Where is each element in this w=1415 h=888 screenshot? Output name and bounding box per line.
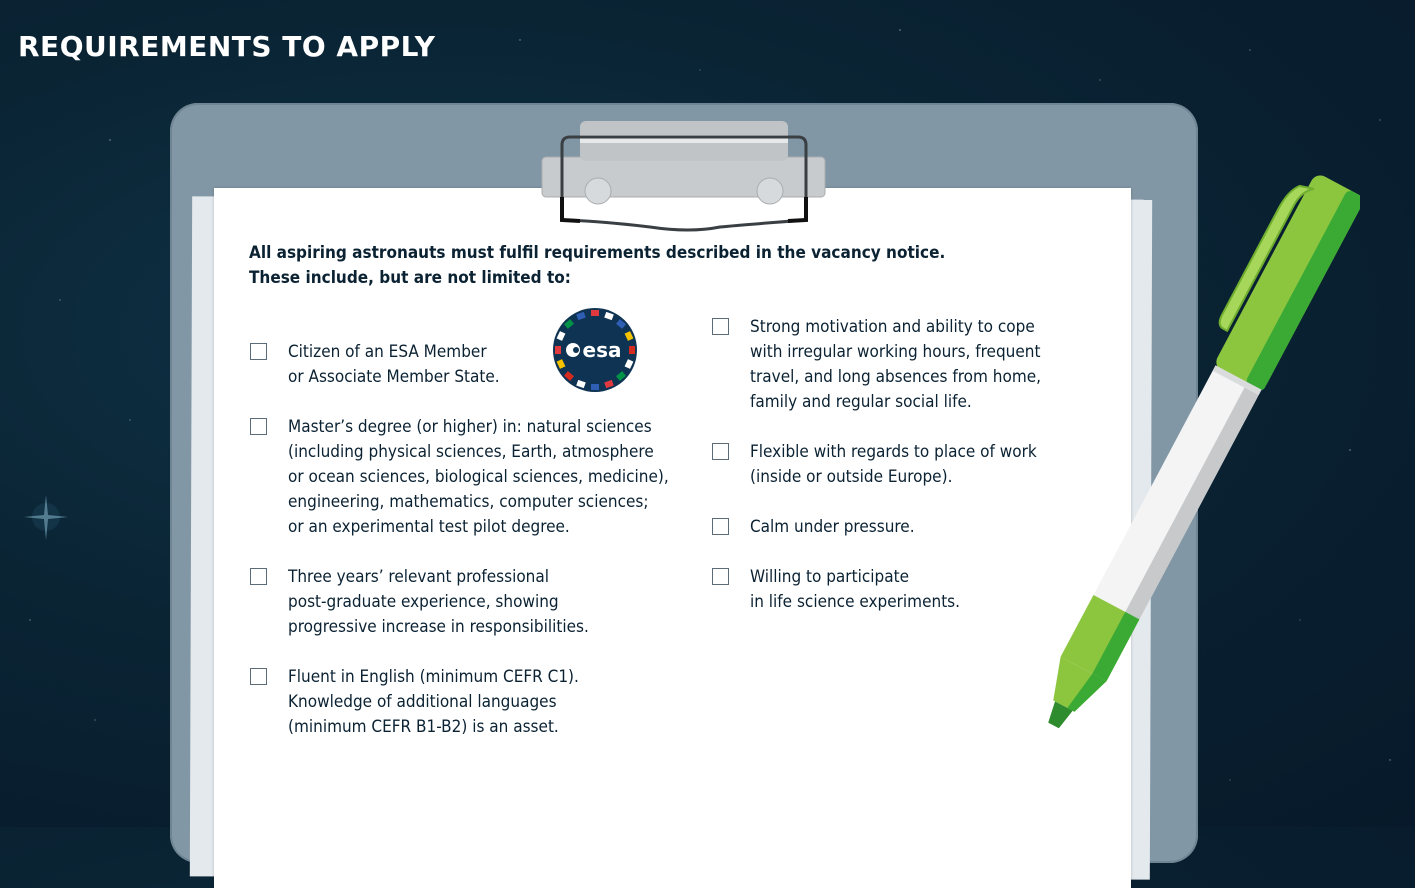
clipboard-clip-icon	[540, 115, 830, 235]
checkbox-citizenship[interactable]	[250, 343, 267, 360]
requirement-line: or ocean sciences, biological sciences, medicine),	[288, 467, 669, 487]
checkbox-calm[interactable]	[712, 518, 729, 535]
requirement-experiments	[750, 565, 960, 615]
page-title: REQUIREMENTS TO APPLY	[18, 30, 436, 63]
esa-logo-text: esa	[582, 338, 622, 362]
requirement-line: family and regular social life.	[750, 392, 972, 412]
marker-pen-icon	[1040, 150, 1360, 750]
requirement-line: or Associate Member State.	[288, 367, 500, 387]
intro-line-2: These include, but are not limited to:	[249, 268, 571, 288]
requirement-flexibility	[750, 440, 1037, 490]
requirement-line: in life science experiments.	[750, 592, 961, 612]
requirement-languages	[288, 665, 579, 740]
checkbox-motivation[interactable]	[712, 318, 729, 335]
requirement-experience	[288, 565, 589, 640]
requirement-line: Three years’ relevant professional	[288, 567, 550, 587]
checkbox-flexibility[interactable]	[712, 443, 729, 460]
requirement-degree	[288, 415, 669, 540]
checkbox-languages[interactable]	[250, 668, 267, 685]
requirement-line: (minimum CEFR B1-B2) is an asset.	[288, 717, 559, 737]
requirement-line: Master’s degree (or higher) in: natural sciences	[288, 417, 652, 437]
requirement-line: Strong motivation and ability to cope	[750, 317, 1035, 337]
requirement-line: Willing to participate	[750, 567, 909, 587]
requirement-line: Calm under pressure.	[750, 517, 915, 537]
requirement-line: (including physical sciences, Earth, atmosphere	[288, 442, 654, 462]
requirement-motivation	[750, 315, 1041, 415]
requirement-line: post-graduate experience, showing	[288, 592, 559, 612]
checkbox-degree[interactable]	[250, 418, 267, 435]
requirement-line: or an experimental test pilot degree.	[288, 517, 570, 537]
esa-logo	[552, 307, 638, 393]
requirement-calm	[750, 515, 915, 540]
requirement-line: (inside or outside Europe).	[750, 467, 953, 487]
requirement-line: progressive increase in responsibilities.	[288, 617, 589, 637]
requirement-line: engineering, mathematics, computer sciences;	[288, 492, 649, 512]
requirement-citizenship	[288, 340, 500, 390]
requirement-line: Citizen of an ESA Member	[288, 342, 487, 362]
requirement-line: Fluent in English (minimum CEFR C1).	[288, 667, 579, 687]
checkbox-experiments[interactable]	[712, 568, 729, 585]
intro-text	[249, 241, 945, 291]
requirement-line: with irregular working hours, frequent	[750, 342, 1041, 362]
requirement-line: Flexible with regards to place of work	[750, 442, 1037, 462]
sparkle-star	[24, 495, 68, 540]
intro-line-1: All aspiring astronauts must fulfil requirements described in the vacancy notice.	[249, 243, 946, 263]
requirement-line: travel, and long absences from home,	[750, 367, 1042, 387]
checkbox-experience[interactable]	[250, 568, 267, 585]
requirement-line: Knowledge of additional languages	[288, 692, 557, 712]
